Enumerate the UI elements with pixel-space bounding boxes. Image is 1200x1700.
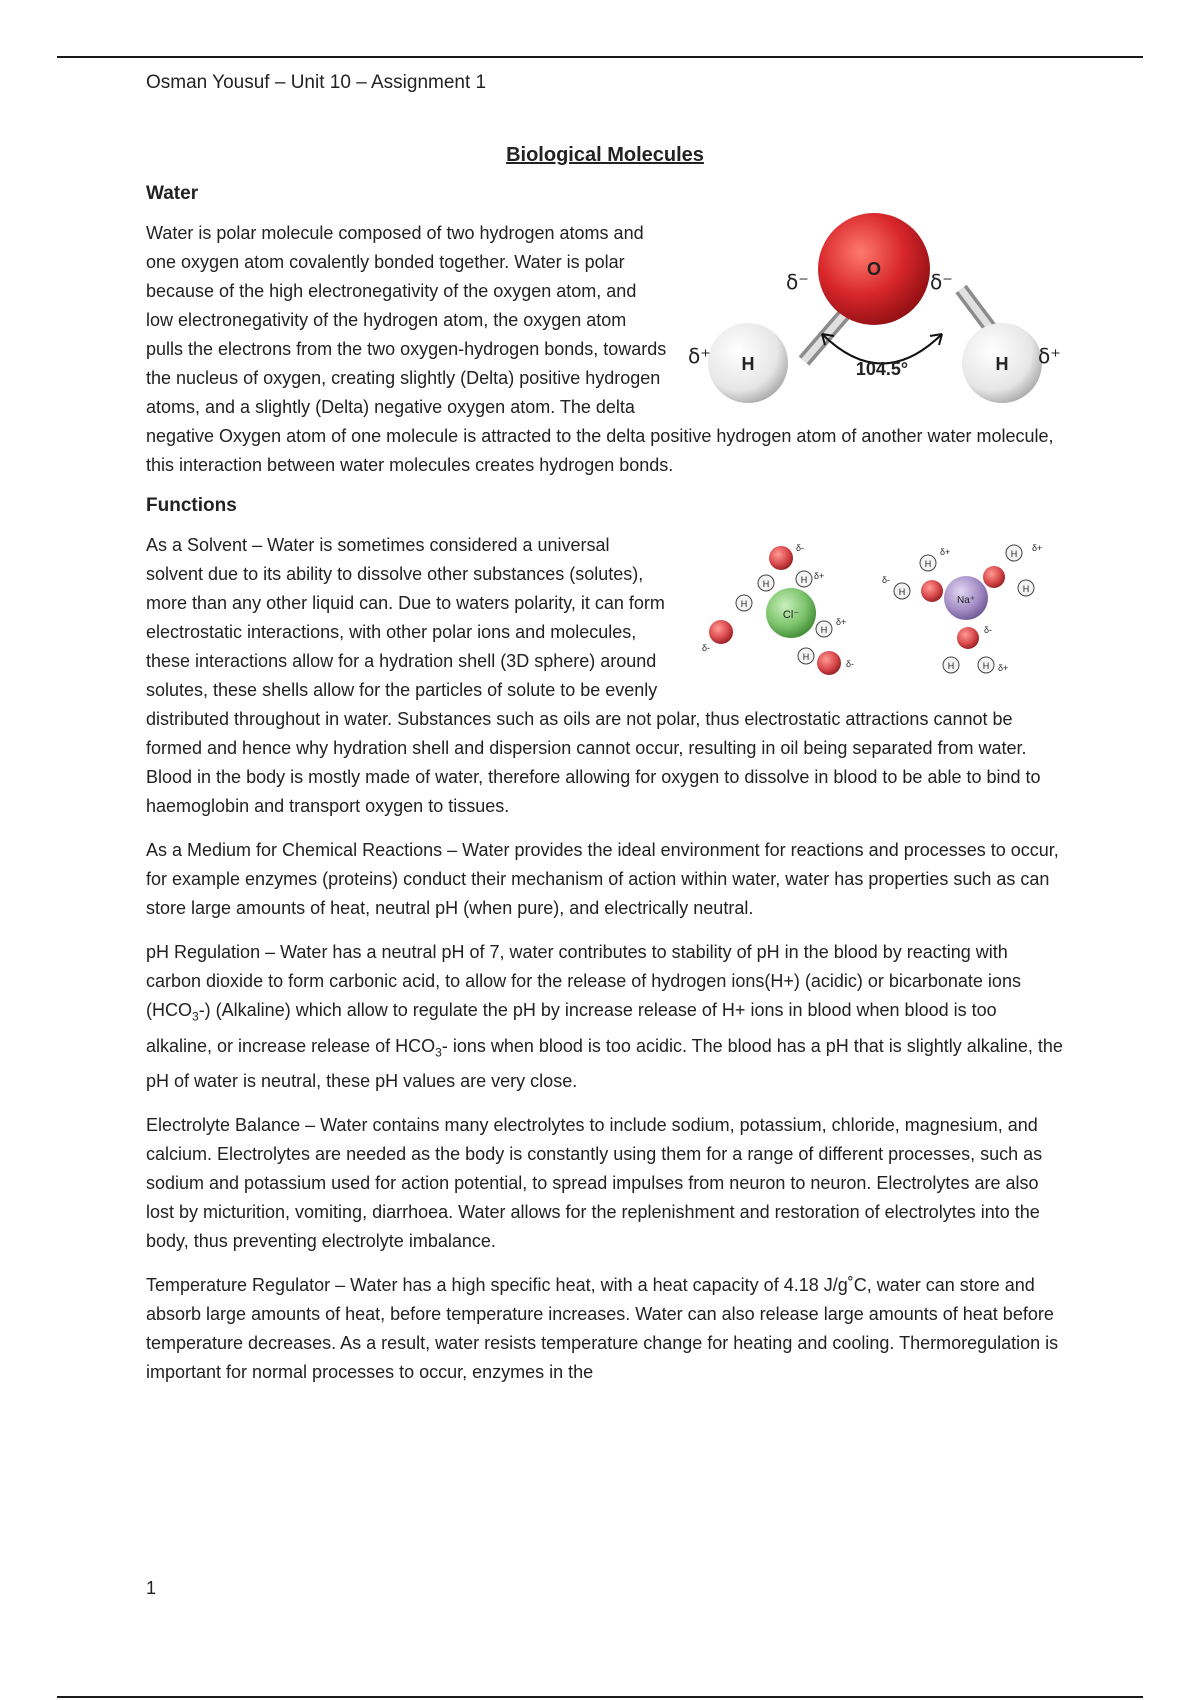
svg-text:H: H bbox=[898, 587, 906, 597]
water-oxygen bbox=[957, 627, 979, 649]
svg-text:δ-: δ- bbox=[796, 543, 805, 553]
top-rule bbox=[57, 56, 1143, 58]
svg-text:H: H bbox=[1022, 584, 1030, 594]
ph-paragraph: pH Regulation – Water has a neutral pH of 7, water contributes to stability of pH in the blood by reacting with carbon dioxide to form carbonic acid, to allow for the release of hydrogen ions(H+) (acidic) or bicarbonate ions $(HCO_3-)$ (Alkaline) which allow to regulate the pH by increase release of H+ ions in blood when blood is too alkaline, or increase release of $HCO_3-$ ions when blood is too acidic. The blood has a pH that is slightly alkaline, the pH of water is neutral, these pH values are very close. bbox=[146, 942, 1063, 1092]
bond-angle-label: 104.5° bbox=[855, 359, 909, 379]
page-number: 1 bbox=[146, 1578, 157, 1598]
temperature-paragraph: Temperature Regulator – Water has a high specific heat, with a heat capacity of 4.18 J/g˚C, water can store and absorb large amounts of heat, before temperature increases. Water can also release large amounts of heat before temperature decreases. As a result, water resists temperature change for heating and cooling. Thermoregulation is important for normal processes to occur, enzymes in the bbox=[146, 1275, 1059, 1383]
water-paragraph: Water is polar molecule composed of two hydrogen atoms and one oxygen atom covalently bonded together. Water is polar because of the high electronegativity of the oxygen atom, and low electronegativity of the hydrogen atom, the oxygen atom pulls the electrons from the two oxygen-hydrogen bonds, towards the nucleus of oxygen, creating slightly (Delta) positive hydrogen atoms, and a slightly (Delta) negative oxygen atom. The delta negative Oxygen atom of one molecule is attracted to the delta positive hydrogen atom of another water molecule, this interaction between water molecules creates hydrogen bonds. bbox=[146, 223, 1054, 475]
svg-text:H: H bbox=[762, 579, 770, 589]
water-heading: Water bbox=[146, 183, 199, 204]
document-header: Osman Yousuf – Unit 10 – Assignment 1 bbox=[146, 72, 487, 93]
hydration-shell-diagram bbox=[686, 533, 1064, 693]
svg-text:δ-: δ- bbox=[702, 643, 711, 653]
water-oxygen bbox=[921, 580, 943, 602]
ph-term: pH Regulation bbox=[146, 942, 261, 962]
water-molecule-diagram bbox=[686, 211, 1064, 411]
hydrogen-label-left: H bbox=[741, 354, 755, 374]
medium-text: Water provides the ideal environment for reactions and processes to occur, for example enzymes (proteins) conduct their mechanism of action within water, water has properties such as can store large amounts of heat, neutral pH (when pure), and electrically neutral. bbox=[146, 840, 1059, 918]
svg-text:δ+: δ+ bbox=[998, 663, 1009, 673]
electrolyte-term: Electrolyte Balance bbox=[146, 1115, 301, 1136]
water-oxygen bbox=[769, 546, 793, 570]
electrolyte-text: Water contains many electrolytes to include sodium, potassium, chloride, magnesium, and calcium. Electrolytes are needed as the body is constantly using them for a range of different processes, such as sodium and potassium used for action potential, to spread impulses from neuron to neuron. Electrolytes are also lost by micturition, vomiting, diarrhoea. Water allows for the replenishment and restoration of electrolytes into the body, thus preventing electrolyte imbalance. bbox=[146, 1115, 1043, 1252]
temperature-text: Water has a high specific heat, with a heat capacity of 4.18 J/g˚C, water can store and absorb large amounts of heat, before temperature increases. Water can also release large amounts of heat before temperature decreases. As a result, water resists temperature change for heating and cooling. Thermoregulation is important for normal processes to occur, enzymes in the bbox=[146, 1275, 1059, 1383]
svg-text:H: H bbox=[820, 625, 828, 635]
svg-text:δ+: δ+ bbox=[1032, 543, 1043, 553]
svg-text:H: H bbox=[802, 652, 810, 662]
sodium-hydration-group bbox=[882, 543, 1042, 673]
solvent-text: Water is sometimes considered a universal solvent due to its ability to dissolve other substances (solutes), more than any other liquid can. Due to waters polarity, it can form electrostatic interactions, with other polar ions and molecules, these interactions allow for a hydration shell (3D sphere) around solutes, these shells allow for the particles of solute to be evenly distributed throughout in water. Substances such as oils are not polar, thus electrostatic attractions cannot be formed and hence why hydration shell and dispersion cannot occur, resulting in oil being separated from water. Blood in the body is mostly made of water, therefore allowing for oxygen to dissolve in blood to be able to bind to haemoglobin and transport oxygen to tissues. bbox=[146, 535, 1041, 816]
sodium-label: Na⁺ bbox=[956, 595, 976, 606]
svg-text:H: H bbox=[947, 661, 955, 671]
bottom-rule bbox=[57, 1696, 1143, 1698]
medium-term: As a Medium for Chemical Reactions bbox=[146, 840, 443, 860]
svg-text:δ-: δ- bbox=[882, 575, 891, 585]
temperature-term: Temperature Regulator bbox=[146, 1275, 331, 1296]
water-oxygen bbox=[983, 566, 1005, 588]
svg-text:δ+: δ+ bbox=[814, 571, 825, 581]
svg-text:H: H bbox=[1010, 549, 1018, 559]
chloride-hydration-group bbox=[702, 543, 854, 675]
document-body bbox=[146, 144, 1064, 1402]
medium-paragraph: As a Medium for Chemical Reactions – Water provides the ideal environment for reactions and processes to occur, for example enzymes (proteins) conduct their mechanism of action within water, water has properties such as can store large amounts of heat, neutral pH (when pure), and electrically neutral. bbox=[146, 840, 1059, 918]
oxygen-label: O bbox=[866, 259, 882, 279]
delta-positive-left: δ⁺ bbox=[688, 344, 711, 368]
svg-text:H: H bbox=[800, 575, 808, 585]
chloride-label: Cl⁻ bbox=[782, 609, 800, 621]
delta-negative-left: δ⁻ bbox=[786, 270, 809, 294]
svg-text:δ-: δ- bbox=[984, 625, 993, 635]
water-oxygen bbox=[709, 620, 733, 644]
svg-text:δ+: δ+ bbox=[940, 547, 951, 557]
svg-text:H: H bbox=[982, 661, 990, 671]
electrolyte-paragraph: Electrolyte Balance – Water contains many electrolytes to include sodium, potassium, chloride, magnesium, and calcium. Electrolytes are needed as the body is constantly using them for a range of different processes, such as sodium and potassium used for action potential, to spread impulses from neuron to neuron. Electrolytes are also lost by micturition, vomiting, diarrhoea. Water allows for the replenishment and restoration of electrolytes into the body, thus preventing electrolyte imbalance. bbox=[146, 1115, 1043, 1252]
water-oxygen bbox=[817, 651, 841, 675]
svg-text:δ-: δ- bbox=[846, 659, 855, 669]
solvent-paragraph: As a Solvent – Water is sometimes considered a universal solvent due to its ability to dissolve other substances (solutes), more than any other liquid can. Due to waters polarity, it can form electrostatic interactions, with other polar ions and molecules, these interactions allow for a hydration shell (3D sphere) around solutes, these shells allow for the particles of solute to be evenly distributed throughout in water. Substances such as oils are not polar, thus electrostatic attractions cannot be formed and hence why hydration shell and dispersion cannot occur, resulting in oil being separated from water. Blood in the body is mostly made of water, therefore allowing for oxygen to dissolve in blood to be able to bind to haemoglobin and transport oxygen to tissues. bbox=[146, 535, 1041, 816]
functions-heading: Functions bbox=[146, 495, 237, 516]
solvent-term: As a Solvent bbox=[146, 535, 248, 555]
svg-text:δ+: δ+ bbox=[836, 617, 847, 627]
hydrogen-label-right: H bbox=[995, 354, 1009, 374]
svg-text:H: H bbox=[924, 559, 932, 569]
delta-negative-right: δ⁻ bbox=[930, 270, 953, 294]
delta-positive-right: δ⁺ bbox=[1038, 344, 1061, 368]
page-title: Biological Molecules bbox=[506, 144, 704, 166]
svg-text:H: H bbox=[740, 599, 748, 609]
